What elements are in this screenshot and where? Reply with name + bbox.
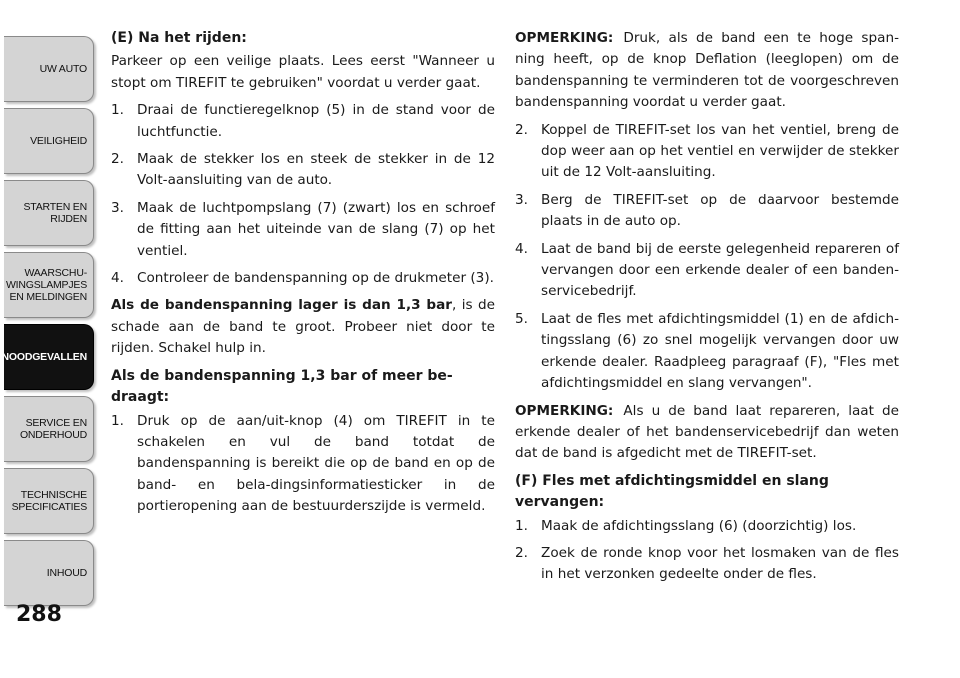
- tab-noodgevallen[interactable]: [1, 324, 94, 390]
- list-item: [515, 190, 899, 233]
- note-label: OPMERKING:: [515, 402, 614, 419]
- tab-label: STARTEN EN RIJDEN: [23, 201, 87, 225]
- tab-service-en-onderhoud[interactable]: [4, 396, 94, 462]
- tab-label: NOODGEVALLEN: [1, 351, 87, 363]
- list-number: 1.: [111, 412, 124, 429]
- tab-label: VEILIGHEID: [30, 135, 87, 147]
- tab-uw-auto[interactable]: [4, 36, 94, 102]
- list-number: 1.: [515, 517, 528, 534]
- list-item: [515, 543, 899, 586]
- note-paragraph: [515, 28, 899, 114]
- list-item: [515, 120, 899, 184]
- list-text: Laat de band bij de eerste gelegenheid repareren of vervangen door een erkende dealer of een banden-servicebedrijf.: [541, 240, 899, 300]
- tab-starten-en-rijden[interactable]: [4, 180, 94, 246]
- high-pressure-heading: Als de bandenspanning 1,3 bar of meer be-draagt:: [111, 367, 453, 406]
- list-text: Controleer de bandenspanning op de drukmeter (3).: [137, 270, 494, 287]
- list-number: 2.: [515, 544, 528, 561]
- tab-technische-specificaties[interactable]: [4, 468, 94, 534]
- tab-label: SERVICE EN ONDERHOUD: [19, 417, 87, 441]
- page-number: 288: [16, 602, 62, 627]
- list-number: 4.: [515, 240, 528, 257]
- chapter-tabs: [0, 0, 100, 678]
- list-number: 3.: [111, 199, 124, 216]
- list-text: Berg de TIREFIT-set op de daarvoor bestemde plaats in de auto op.: [541, 191, 899, 230]
- list-number: 2.: [111, 151, 124, 168]
- tab-label: UW AUTO: [39, 63, 87, 75]
- tab-label: INHOUD: [46, 567, 87, 579]
- list-item: [515, 239, 899, 303]
- tab-veiligheid[interactable]: [4, 108, 94, 174]
- section-heading-f: (F) Fles met afdichtingsmiddel en slang vervangen:: [515, 472, 829, 511]
- low-pressure-text: , is de schade aan de band te groot. Probeer niet door te rijden. Schakel hulp in.: [111, 297, 495, 357]
- list-text: Draai de functieregelknop (5) in de stand voor de luchtfunctie.: [137, 102, 495, 140]
- left-column: [111, 28, 495, 524]
- list-text: Maak de stekker los en steek de stekker in de 12 Volt-aansluiting van de auto.: [137, 151, 495, 189]
- list-text: Koppel de TIREFIT-set los van het ventiel, breng de dop weer aan op het ventiel en verwijder de stekker uit de 12 Volt-aansluiting.: [541, 121, 899, 181]
- list-number: 1.: [111, 102, 124, 119]
- list-item: [111, 149, 495, 192]
- note-text: Druk, als de band een te hoge span-ning heeft, op de knop Deflation (leeglopen) om de bandenspanning te verminderen tot de voorgeschreven bandenspanning voordat u verder gaat.: [515, 30, 899, 111]
- list-text: Maak de luchtpompslang (7) (zwart) los en schroef de fitting aan het uiteinde van de slang (7) op het ventiel.: [137, 199, 495, 259]
- list-item: [515, 516, 899, 537]
- note-label: OPMERKING:: [515, 30, 614, 46]
- tab-inhoud[interactable]: [4, 540, 94, 606]
- tab-label: WAARSCHU- WINGSLAMPJES EN MELDINGEN: [5, 267, 87, 303]
- list-item: [111, 268, 495, 289]
- tab-waarschuwingslampjes[interactable]: [4, 252, 94, 318]
- list-number: 3.: [515, 191, 528, 208]
- tab-label: TECHNISCHE SPECIFICATIES: [11, 489, 87, 513]
- list-text: Druk op de aan/uit-knop (4) om TIREFIT in te schakelen en vul de band totdat de bandenspanning is bereikt die op de band en op de band- en bela-dingsinformatiesticker in de portieropening aan de bestuurderszijde is vermeld.: [137, 412, 495, 515]
- right-column: [515, 28, 899, 592]
- list-item: [515, 309, 899, 395]
- note-text: Als u de band laat repareren, laat de erkende dealer of het bandenservicebedrijf dan weten dat de band is afgedicht met de TIREFIT-set.: [515, 402, 899, 462]
- list-item: [111, 100, 495, 143]
- note-paragraph: [515, 401, 899, 465]
- list-number: 4.: [111, 270, 124, 287]
- low-pressure-paragraph: [111, 295, 495, 359]
- list-text: Maak de afdichtingsslang (6) (doorzichtig) los.: [541, 517, 857, 534]
- section-heading-e: (E) Na het rijden:: [111, 30, 247, 46]
- low-pressure-bold: Als de bandenspanning lager is dan 1,3 bar: [111, 297, 453, 314]
- list-number: 2.: [515, 121, 528, 138]
- intro-paragraph: Parkeer op een veilige plaats. Lees eerst "Wanneer u stopt om TIREFIT te gebruiken" voordat u verder gaat.: [111, 53, 495, 91]
- list-number: 5.: [515, 310, 528, 327]
- list-item: [111, 198, 495, 262]
- list-text: Laat de fles met afdichtingsmiddel (1) en de afdich-tingsslang (6) zo snel mogelijk vervangen door uw erkende dealer. Raadpleeg paragraaf (F), "Fles met afdichtingsmiddel en slang vervangen".: [541, 310, 899, 392]
- list-text: Zoek de ronde knop voor het losmaken van de fles in het verzonken gedeelte onder de fles.: [541, 544, 899, 583]
- list-item: [111, 411, 495, 518]
